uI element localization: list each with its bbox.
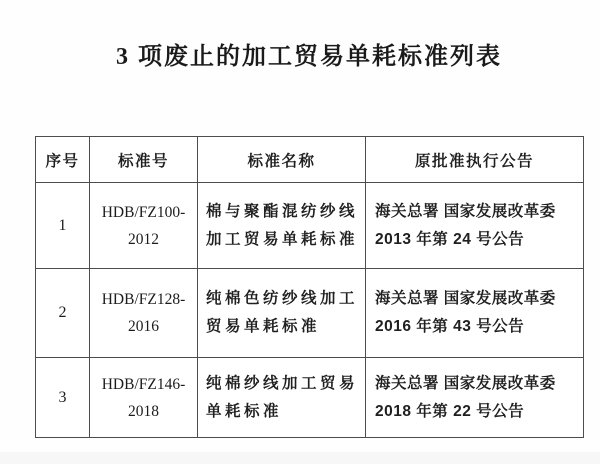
cell-standard-name [198,183,366,269]
cell-serial-number: 1 [36,183,90,269]
notice-line: 海关总署 国家发展改革委 [375,202,556,220]
cell-serial-number: 3 [36,358,90,438]
cell-standard-code [90,269,198,358]
table-header-row [36,137,584,183]
page-title: 3 项废止的加工贸易单耗标准列表 [116,44,502,70]
cell-original-notice [366,183,584,269]
table-row [36,269,584,358]
notice-line: 2016 年第 43 号公告 [375,318,525,335]
abolished-standards-table [35,136,584,438]
cell-standard-code [90,358,198,438]
cell-standard-name [198,358,366,438]
notice-line: 海关总署 国家发展改革委 [375,374,556,392]
cell-standard-name [198,269,366,358]
cell-original-notice [366,269,584,358]
header-original-notice: 原批准执行公告 [366,137,584,183]
table-row [36,358,584,438]
cell-serial-number: 2 [36,269,90,358]
cell-original-notice [366,358,584,438]
standard-name-line: 纯棉色纺纱线加工 [206,290,359,307]
standard-code-line: 2018 [128,402,159,420]
standard-code-line: 2016 [128,318,159,335]
standard-code-line: 2012 [128,230,159,248]
standard-code-line: HDB/FZ128- [101,291,186,308]
notice-line: 2018 年第 22 号公告 [375,402,525,420]
standard-name-line: 单耗标准 [206,402,283,420]
cell-standard-code [90,183,198,269]
header-standard-code: 标准号 [90,137,198,183]
standard-name-line: 贸易单耗标准 [206,318,321,335]
bottom-shade [0,452,600,464]
header-serial-number: 序号 [36,137,90,183]
standard-code-line: HDB/FZ100- [101,203,186,221]
standard-name-line: 棉与聚酯混纺纱线 [206,202,359,220]
table-row [36,183,584,269]
standard-name-line: 纯棉纱线加工贸易 [206,374,359,392]
notice-line: 2013 年第 24 号公告 [375,230,525,248]
header-standard-name: 标准名称 [198,137,366,183]
standard-name-line: 加工贸易单耗标准 [206,230,359,248]
standard-code-line: HDB/FZ146- [101,375,186,393]
notice-line: 海关总署 国家发展改革委 [375,290,556,307]
